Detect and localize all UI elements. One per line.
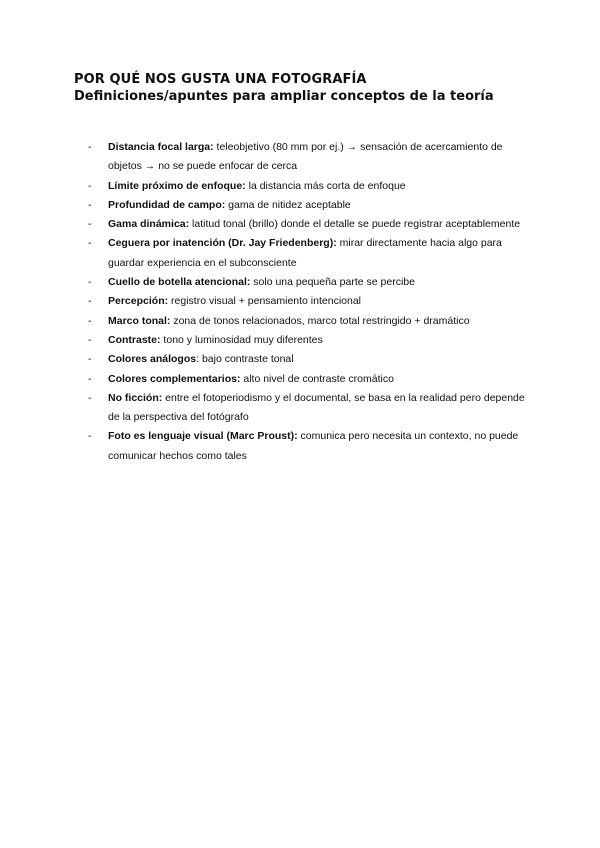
definition-term: No ficción: <box>108 391 163 404</box>
definition-term: Colores análogos <box>108 353 197 366</box>
definition-term: Marco tonal: <box>108 314 171 327</box>
definition-item <box>88 177 538 196</box>
definition-item <box>88 312 538 331</box>
bullet: - <box>88 179 92 192</box>
definition-description: alto nivel de contraste cromático <box>240 372 394 385</box>
definition-description: gama de nitidez aceptable <box>225 198 351 211</box>
definition-description: la distancia más corta de enfoque <box>245 179 406 192</box>
bullet: - <box>88 430 92 443</box>
bullet: - <box>88 218 92 231</box>
definition-list <box>88 138 538 466</box>
definition-item <box>88 138 538 177</box>
bullet: - <box>88 372 92 385</box>
definition-description: entre el fotoperiodismo y el documental, se basa en la realidad pero depende de la perspectiva del fotógrafo <box>108 391 525 424</box>
definition-item <box>88 350 538 369</box>
bullet: - <box>88 333 92 346</box>
definition-item <box>88 389 538 428</box>
definition-description: : bajo contraste tonal <box>196 353 294 366</box>
definition-term: Ceguera por inatención (Dr. Jay Friedenberg): <box>108 237 337 250</box>
definition-term: Gama dinámica: <box>108 218 190 231</box>
definition-description: comunica pero necesita un contexto, no puede comunicar hechos como tales <box>108 430 519 462</box>
definition-description: latitud tonal (brillo) donde el detalle se puede registrar aceptablemente <box>189 218 521 231</box>
definition-item <box>88 273 538 292</box>
definition-item <box>88 234 538 273</box>
definition-term: Foto es lenguaje visual (Marc Proust): <box>108 430 298 443</box>
definition-description: solo una pequeña parte se percibe <box>250 276 415 289</box>
bullet: - <box>88 295 92 308</box>
definition-item <box>88 215 538 234</box>
document-title: POR QUÉ NOS GUSTA UNA FOTOGRAFÍA <box>74 72 367 87</box>
bullet: - <box>88 314 92 327</box>
bullet: - <box>88 353 92 366</box>
bullet: - <box>88 198 92 211</box>
definition-term: Percepción: <box>108 295 169 308</box>
definition-item <box>88 196 538 215</box>
bullet: - <box>88 276 92 289</box>
definition-term: Colores complementarios: <box>108 372 241 385</box>
definition-description: mirar directamente hacia algo para guardar experiencia en el subconsciente <box>108 237 502 269</box>
definition-description: zona de tonos relacionados, marco total restringido + dramático <box>170 314 470 327</box>
definition-item <box>88 370 538 389</box>
document-subtitle: Definiciones/apuntes para ampliar conceptos de la teoría <box>74 89 494 104</box>
bullet: - <box>88 141 92 153</box>
definition-description: teleobjetivo (80 mm por ej.) → sensación de acercamiento de objetos → no se puede enfocar de cerca <box>108 141 503 173</box>
definition-term: Límite próximo de enfoque: <box>108 179 246 192</box>
heading-block <box>74 71 544 105</box>
definition-term: Distancia focal larga: <box>108 141 214 153</box>
bullet: - <box>88 391 92 404</box>
definition-term: Contraste: <box>108 333 161 346</box>
definition-term: Profundidad de campo: <box>108 198 226 211</box>
definition-item <box>88 427 538 466</box>
definition-description: registro visual + pensamiento intencional <box>168 295 362 308</box>
definition-item <box>88 331 538 350</box>
definition-term: Cuello de botella atencional: <box>108 276 251 289</box>
definition-description: tono y luminosidad muy diferentes <box>160 333 323 346</box>
definition-item <box>88 292 538 311</box>
bullet: - <box>88 237 92 250</box>
